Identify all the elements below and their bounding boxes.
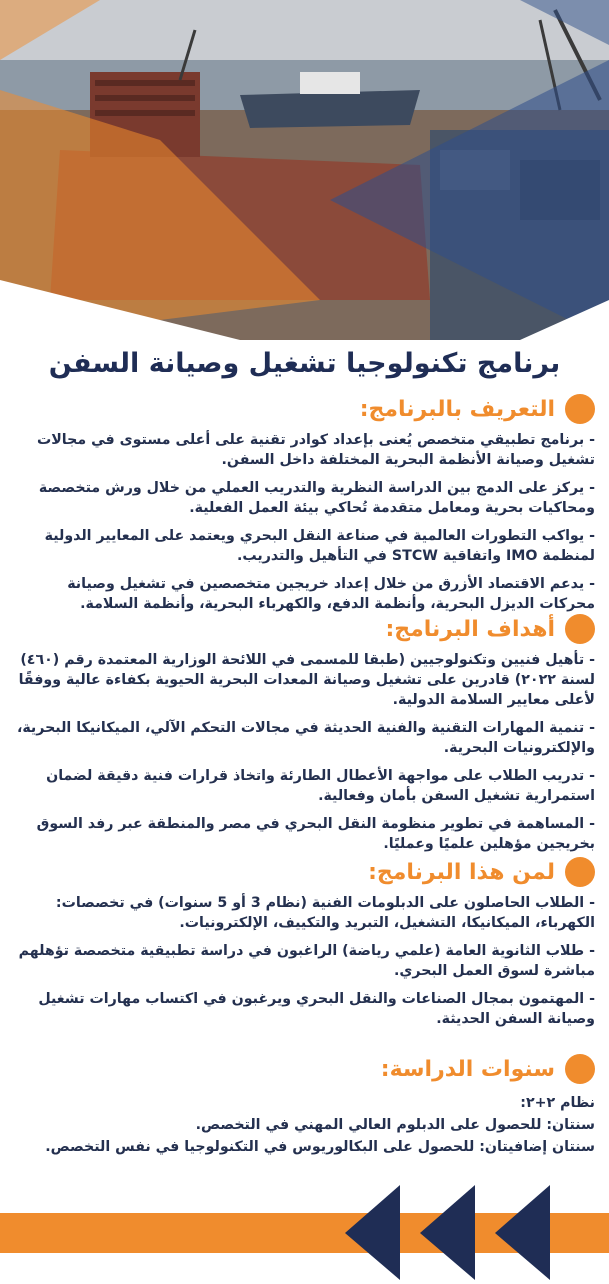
section-title-audience: لمن هذا البرنامج: xyxy=(368,859,555,885)
list-item: - طلاب الثانوية العامة (علمي رياضة) الراغبون في دراسة تطبيقية متخصصة تؤهلهم مباشرة لسوق العمل البحري. xyxy=(18,943,595,979)
chevron-left-icon xyxy=(345,1185,400,1280)
years-line: سنتان إضافيتان: للحصول على البكالوريوس في التكنولوجيا في نفس التخصص. xyxy=(45,1139,595,1155)
section-years xyxy=(8,1052,595,1158)
page-title: برنامج تكنولوجيا تشغيل وصيانة السفن xyxy=(48,348,561,379)
section-title-intro: التعريف بالبرنامج: xyxy=(359,396,555,422)
list-item: - الطلاب الحاصلون على الدبلومات الفنية (نظام 3 أو 5 سنوات) في تخصصات: الكهرباء، الميكانيكا، التشغيل، التبريد والتكييف، الإلكترونيات. xyxy=(55,895,595,931)
list-item: - برنامج تطبيقي متخصص يُعنى بإعداد كوادر تقنية على أعلى مستوى في مجالات تشغيل وصيانة الأنظمة البحرية المختلفة داخل السفن. xyxy=(36,432,595,468)
section-heading-intro xyxy=(8,392,595,426)
audience-list xyxy=(8,893,595,1029)
goals-list xyxy=(8,650,595,854)
list-item: - تنمية المهارات التقنية والفنية الحديثة في مجالات التحكم الآلي، الميكانيكا البحرية، والإلكترونيات البحرية. xyxy=(16,720,595,756)
bullet-circle-icon xyxy=(565,1054,595,1084)
years-line: نظام ٢+٢: xyxy=(520,1095,595,1111)
years-line: سنتان: للحصول على الدبلوم العالي المهني في التخصص. xyxy=(195,1117,595,1133)
chevron-left-icon xyxy=(495,1185,550,1280)
section-title-goals: أهداف البرنامج: xyxy=(385,616,555,642)
bullet-circle-icon xyxy=(565,614,595,644)
bullet-circle-icon xyxy=(565,394,595,424)
bullet-circle-icon xyxy=(565,857,595,887)
chevron-left-icon xyxy=(420,1185,475,1280)
list-item: - تأهيل فنيين وتكنولوجيين (طبقا للمسمى في اللائحة الوزارية المعتمدة رقم (٤٦٠) لسنة ٢٠٢٢) قادرين على تشغيل وصيانة المعدات البحرية الحيوية بكفاءة عالية ووفقًا لأعلى معايير السلامة الدولية. xyxy=(18,652,595,708)
list-item: - يواكب التطورات العالمية في صناعة النقل البحري ويعتمد على المعايير الدولية لمنظمة IMO واتفاقية STCW في التأهيل والتدريب. xyxy=(44,528,595,564)
list-item: - المهتمون بمجال الصناعات والنقل البحري ويرغبون في اكتساب مهارات تشغيل وصيانة السفن الحديثة. xyxy=(38,991,595,1027)
intro-list xyxy=(8,430,595,614)
section-audience xyxy=(8,855,595,1037)
list-item: - يدعم الاقتصاد الأزرق من خلال إعداد خريجين متخصصين في تشغيل وصيانة محركات الديزل البحرية، وأنظمة الدفع، والكهرباء البحرية، وأنظمة السلامة. xyxy=(67,576,595,612)
hero-shipyard-image xyxy=(0,0,609,340)
list-item: - تدريب الطلاب على مواجهة الأعطال الطارئة واتخاذ قرارات فنية دقيقة لضمان استمرارية تشغيل السفن بأمان وفعالية. xyxy=(46,768,595,804)
section-heading-audience xyxy=(8,855,595,889)
section-goals xyxy=(8,612,595,862)
list-item: - المساهمة في تطوير منظومة النقل البحري في مصر والمنطقة عبر رفد السوق بخريجين مؤهلين علميًا وعمليًا. xyxy=(36,816,595,852)
section-heading-goals xyxy=(8,612,595,646)
footer-decoration xyxy=(0,1185,609,1280)
section-heading-years xyxy=(8,1052,595,1086)
section-title-years: سنوات الدراسة: xyxy=(380,1056,555,1082)
list-item: - يركز على الدمج بين الدراسة النظرية والتدريب العملي من خلال ورش متخصصة ومحاكيات بحرية ومعامل متقدمة تُحاكي بيئة العمل الفعلية. xyxy=(38,480,595,516)
section-intro xyxy=(8,392,595,622)
